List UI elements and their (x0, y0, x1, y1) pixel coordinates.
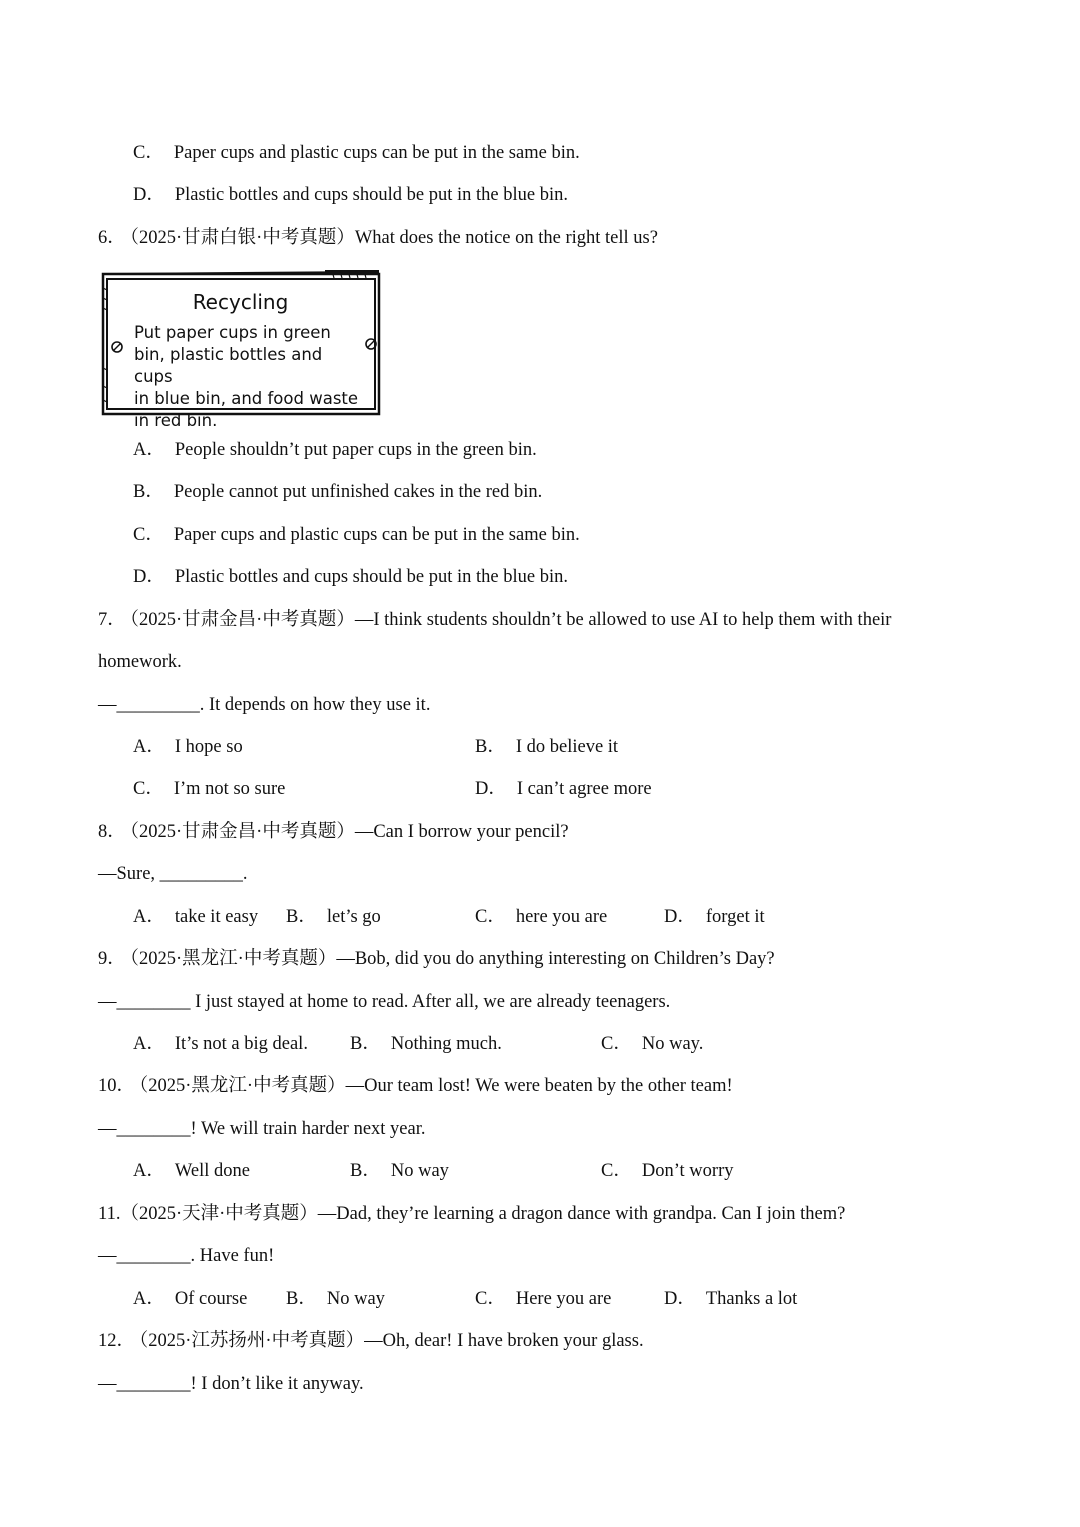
q6-stem (98, 226, 658, 250)
option-text: I’m not so sure (173, 779, 286, 799)
option-letter: D． (664, 907, 696, 927)
question-number: 8． (98, 822, 126, 842)
question-source: （2025·黑龙江·中考真题） (139, 1076, 346, 1096)
q7-option-d (475, 777, 652, 801)
q7-option-a (133, 735, 243, 759)
q11-reply: —________. Have fun! (98, 1246, 275, 1266)
q9-option-c (601, 1032, 703, 1056)
option-letter: D． (133, 567, 165, 587)
q6-option-a (133, 438, 537, 462)
question-source: （2025·江苏扬州·中考真题） (139, 1331, 365, 1351)
option-text: People cannot put unfinished cakes in the red bin. (173, 482, 543, 502)
q5-option-c (133, 141, 580, 165)
question-text: —Bob, did you do anything interesting on Children’s Day? (336, 949, 775, 969)
q8-option-d (664, 905, 765, 929)
option-letter: C． (475, 907, 506, 927)
option-letter: B． (286, 1289, 317, 1309)
question-source: （2025·甘肃白银·中考真题） (129, 228, 355, 248)
option-letter: C． (133, 143, 164, 163)
option-text: take it easy (174, 907, 259, 927)
option-letter: A． (133, 1289, 165, 1309)
option-letter: D． (133, 185, 165, 205)
question-source: （2025·甘肃金昌·中考真题） (129, 822, 355, 842)
option-letter: C． (133, 525, 164, 545)
q7-reply: —_________. It depends on how they use it. (98, 695, 431, 715)
option-text: No way (326, 1289, 385, 1309)
option-letter: C． (601, 1161, 632, 1181)
q9-option-b (350, 1032, 502, 1056)
recycling-notice (100, 268, 381, 430)
option-letter: A． (133, 440, 165, 460)
q9-reply: —________ I just stayed at home to read. After all, we are already teenagers. (98, 992, 671, 1012)
q12-reply: —________! I don’t like it anyway. (98, 1374, 364, 1394)
q10-option-b (350, 1159, 449, 1183)
option-text: Here you are (515, 1289, 612, 1309)
q10-stem (98, 1074, 733, 1098)
option-text: It’s not a big deal. (174, 1034, 308, 1054)
option-text: here you are (515, 907, 608, 927)
q7-stem (98, 608, 891, 632)
question-text: —Oh, dear! I have broken your glass. (364, 1331, 644, 1351)
q7-option-c (133, 777, 285, 801)
q8-option-c (475, 905, 607, 929)
option-text: Plastic bottles and cups should be put in the blue bin. (174, 567, 568, 587)
option-letter: A． (133, 1034, 165, 1054)
question-number: 11. (98, 1204, 121, 1224)
option-letter: A． (133, 737, 165, 757)
option-letter: B． (475, 737, 506, 757)
question-text: What does the notice on the right tell us? (354, 228, 658, 248)
option-letter: A． (133, 1161, 165, 1181)
q11-option-a (133, 1287, 247, 1311)
q8-option-a (133, 905, 258, 929)
q5-option-d (133, 183, 568, 207)
option-text: Thanks a lot (705, 1289, 798, 1309)
question-number: 6． (98, 228, 126, 248)
question-number: 9． (98, 949, 126, 969)
question-text: —Dad, they’re learning a dragon dance with grandpa. Can I join them? (317, 1204, 846, 1224)
question-text: —I think students shouldn’t be allowed to use AI to help them with their (354, 610, 892, 630)
question-source: （2025·天津·中考真题） (120, 1204, 318, 1224)
option-letter: B． (286, 907, 317, 927)
option-text: Nothing much. (390, 1034, 502, 1054)
q10-option-c (601, 1159, 733, 1183)
option-text: I can’t agree more (516, 779, 652, 799)
q6-option-c (133, 523, 580, 547)
option-letter: D． (664, 1289, 696, 1309)
question-number: 12． (98, 1331, 136, 1351)
option-text: People shouldn’t put paper cups in the green bin. (174, 440, 537, 460)
option-letter: B． (350, 1034, 381, 1054)
q9-stem (98, 947, 775, 971)
option-text: Paper cups and plastic cups can be put in the same bin. (173, 143, 580, 163)
option-text: No way. (641, 1034, 704, 1054)
q9-option-a (133, 1032, 308, 1056)
q8-stem (98, 820, 569, 844)
q8-reply: —Sure, _________. (98, 864, 248, 884)
q8-option-b (286, 905, 381, 929)
q7-stem-continued: homework. (98, 652, 182, 672)
q10-reply: —________! We will train harder next year. (98, 1119, 426, 1139)
question-number: 7． (98, 610, 126, 630)
q11-option-b (286, 1287, 385, 1311)
q11-stem (98, 1202, 845, 1226)
option-text: forget it (705, 907, 765, 927)
question-source: （2025·黑龙江·中考真题） (129, 949, 337, 969)
option-letter: A． (133, 907, 165, 927)
question-text: —Can I borrow your pencil? (354, 822, 569, 842)
question-source: （2025·甘肃金昌·中考真题） (129, 610, 355, 630)
q12-stem (98, 1329, 644, 1353)
question-number: 10． (98, 1076, 136, 1096)
option-letter: B． (350, 1161, 381, 1181)
option-text: Well done (174, 1161, 250, 1181)
option-text: let’s go (326, 907, 381, 927)
option-letter: C． (133, 779, 164, 799)
option-letter: D． (475, 779, 507, 799)
option-text: Paper cups and plastic cups can be put in the same bin. (173, 525, 580, 545)
q11-option-c (475, 1287, 611, 1311)
option-text: Plastic bottles and cups should be put in the blue bin. (174, 185, 568, 205)
q10-option-a (133, 1159, 250, 1183)
option-letter: C． (601, 1034, 632, 1054)
option-letter: B． (133, 482, 164, 502)
option-text: Of course (174, 1289, 248, 1309)
option-text: I hope so (174, 737, 243, 757)
notice-title: Recycling (192, 290, 289, 314)
q6-option-b (133, 480, 542, 504)
notice-body: Put paper cups in green bin, plastic bottles and cups in blue bin, and food waste in red bin. (134, 323, 359, 430)
option-text: No way (390, 1161, 449, 1181)
question-text: —Our team lost! We were beaten by the other team! (345, 1076, 733, 1096)
option-letter: C． (475, 1289, 506, 1309)
option-text: Don’t worry (641, 1161, 734, 1181)
q11-option-d (664, 1287, 797, 1311)
option-text: I do believe it (515, 737, 619, 757)
q7-option-b (475, 735, 618, 759)
q6-option-d (133, 565, 568, 589)
